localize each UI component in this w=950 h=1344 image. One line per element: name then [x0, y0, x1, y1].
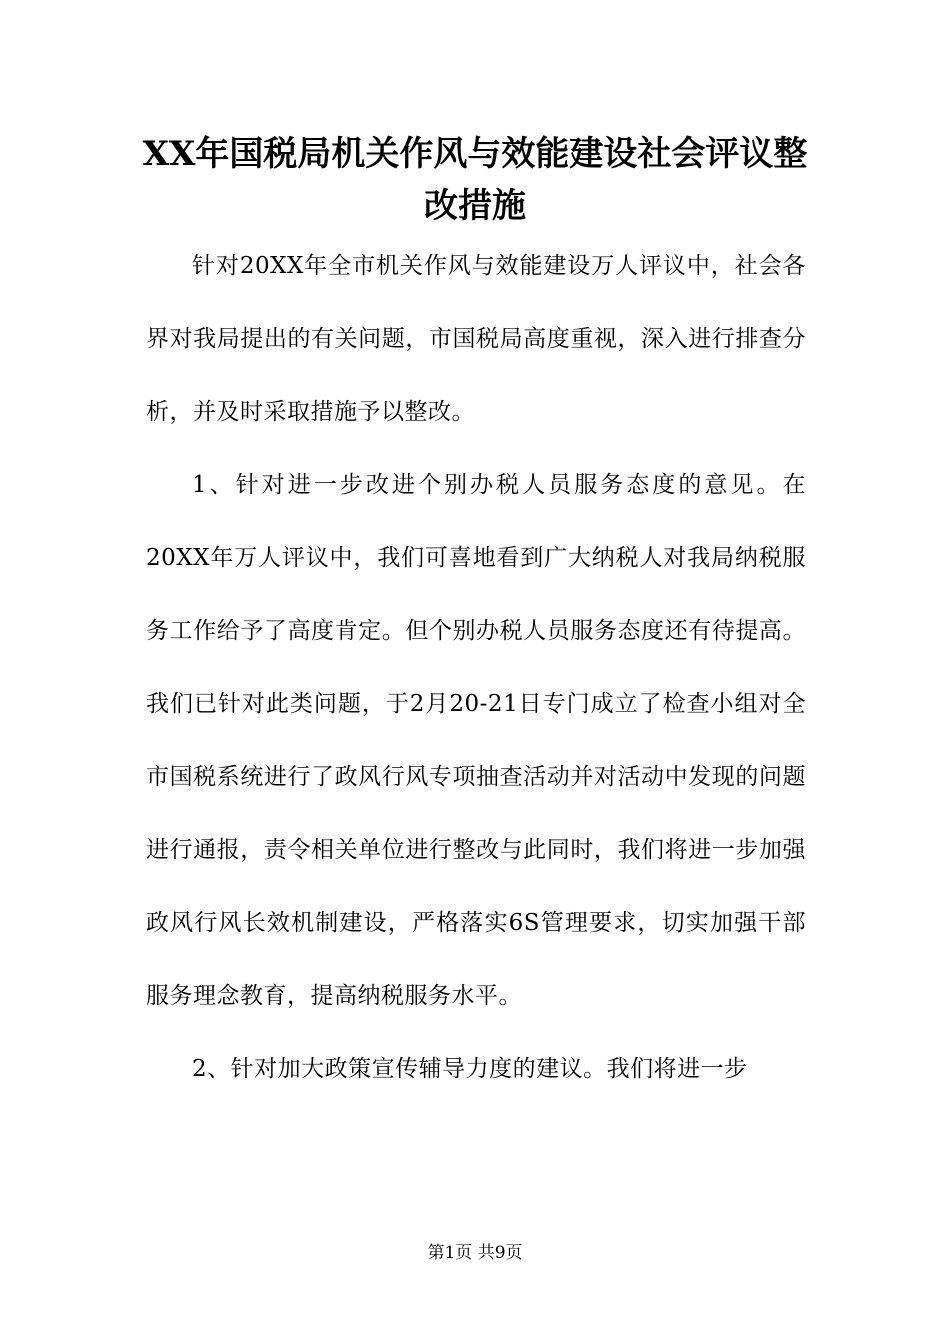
paragraph-item-1: 1、针对进一步改进个别办税人员服务态度的意见。在20XX年万人评议中，我们可喜地看到广大纳税人对我局纳税服务工作给予了高度肯定。但个别办税人员服务态度还有待提高。我们已针对此类问题，于2月20-21日专门成立了检查小组对全市国税系统进行了政风行风专项抽查活动并对活动中发现的问题进行通报，责令相关单位进行整改与此同时，我们将进一步加强政风行风长效机制建设，严格落实6S管理要求，切实加强干部服务理念教育，提高纳税服务水平。	[146, 472, 806, 1009]
document-title: XX年国税局机关作风与效能建设社会评议整改措施	[142, 134, 808, 226]
document-body	[146, 230, 806, 1106]
page-number-footer: 第1页 共9页	[427, 1243, 523, 1263]
paragraph-item-2: 2、针对加大政策宣传辅导力度的建议。我们将进一步	[192, 1056, 748, 1082]
paragraph-intro: 针对20XX年全市机关作风与效能建设万人评议中，社会各界对我局提出的有关问题，市国税局高度重视，深入进行排查分析，并及时采取措施予以整改。	[146, 253, 806, 425]
